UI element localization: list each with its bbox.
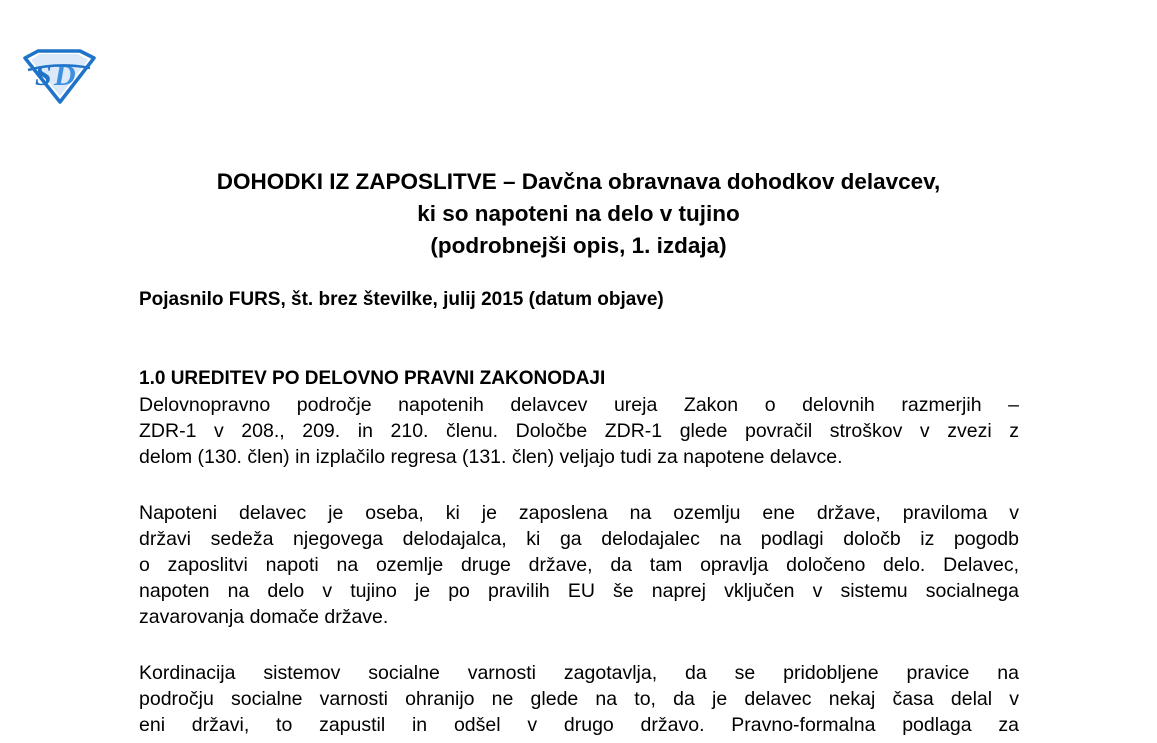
title-line-1: DOHODKI IZ ZAPOSLITVE – Davčna obravnava dohodkov delavcev,	[216, 169, 941, 194]
document-subtitle: Pojasnilo FURS, št. brez številke, julij 2015 (datum objave)	[139, 289, 664, 310]
paragraph-line: delom (130. člen) in izplačilo regresa (131. člen) veljajo tudi za napotene delavce.	[139, 446, 843, 468]
title-line-2: ki so napoteni na delo v tujino	[417, 201, 740, 226]
paragraph-line: napoten na delo v tujino je po pravilih EU še naprej vključen v sistemu socialnega	[139, 580, 1019, 602]
paragraph-line: državi sedeža njegovega delodajalca, ki ga delodajalec na podlagi določb iz pogodb	[139, 528, 1019, 550]
paragraph-line: ZDR-1 v 208., 209. in 210. členu. Določbe ZDR-1 glede povračil stroškov v zvezi z	[139, 420, 1019, 442]
paragraph-line: eni državi, to zapustil in odšel v drugo državo. Pravno-formalna podlaga za	[139, 714, 1019, 736]
paragraph-line: o zaposlitvi napoti na ozemlje druge države, da tam opravlja določeno delo. Delavec,	[139, 554, 1019, 576]
paragraph-line: zavarovanja domače države.	[139, 606, 389, 628]
fd-logo-icon	[22, 48, 96, 104]
section-heading: 1.0 UREDITEV PO DELOVNO PRAVNI ZAKONODAJI	[139, 368, 606, 389]
paragraph-line: področju socialne varnosti ohranijo ne glede na to, da je delavec nekaj časa delal v	[139, 688, 1019, 710]
svg-text:D: D	[54, 59, 76, 92]
paragraph-line: Kordinacija sistemov socialne varnosti zagotavlja, da se pridobljene pravice na	[139, 662, 1019, 684]
paragraph-line: Delovnopravno področje napotenih delavcev ureja Zakon o delovnih razmerjih –	[139, 394, 1019, 416]
title-line-3: (podrobnejši opis, 1. izdaja)	[430, 233, 727, 258]
paragraph-2	[139, 500, 1019, 630]
svg-text:S: S	[35, 59, 52, 92]
paragraph-1	[139, 392, 1019, 470]
paragraph-line: Napoteni delavec je oseba, ki je zaposlena na ozemlju ene države, praviloma v	[139, 502, 1019, 524]
document-title	[0, 166, 1157, 262]
paragraph-3	[139, 660, 1019, 738]
